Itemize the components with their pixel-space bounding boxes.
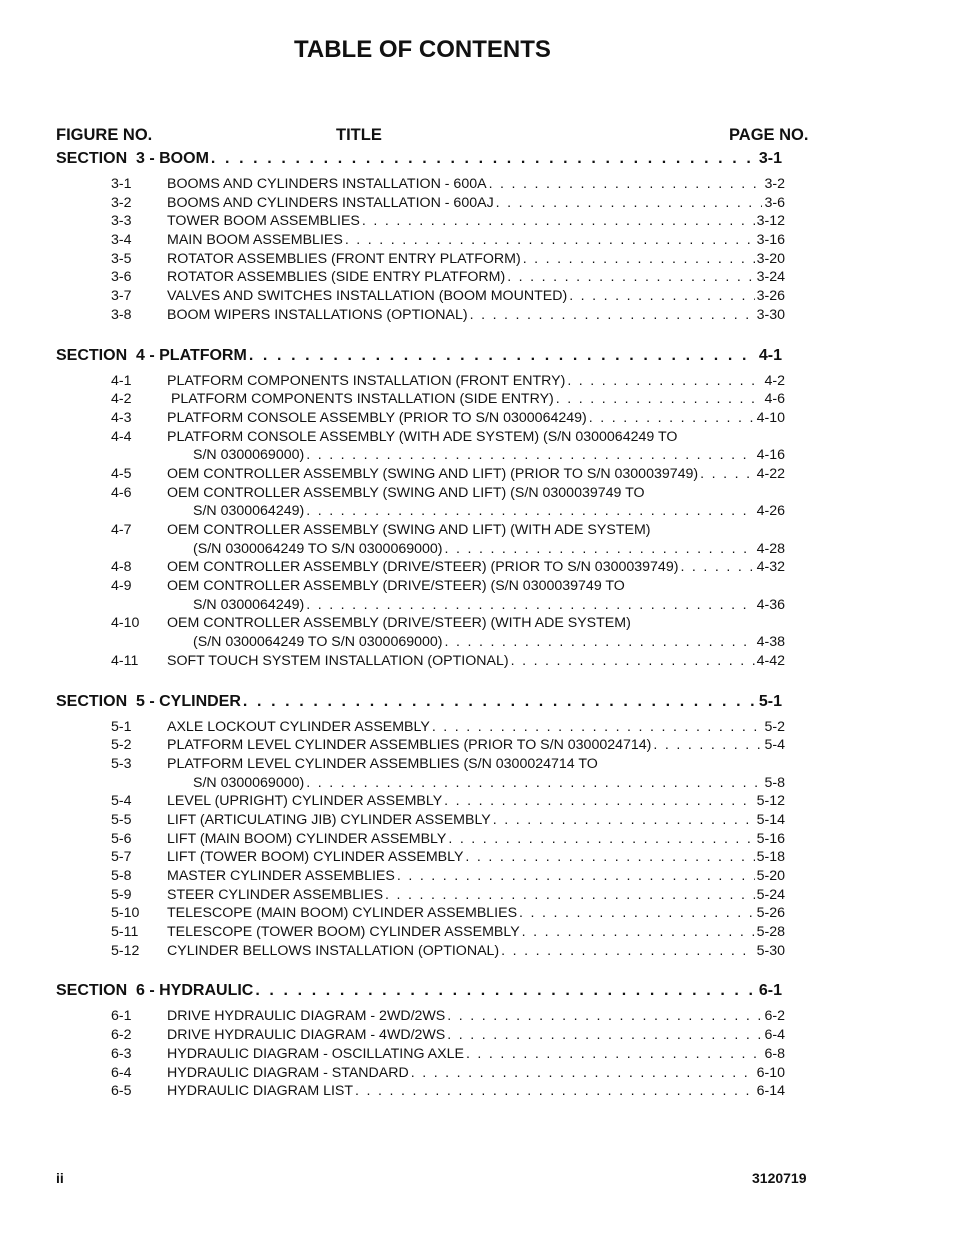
- dot-leader: [243, 693, 757, 711]
- figure-title: BOOM WIPERS INSTALLATIONS (OPTIONAL): [167, 306, 468, 323]
- figure-page-number: 3-2: [764, 176, 785, 192]
- figure-title: MASTER CYLINDER ASSEMBLIES: [167, 868, 395, 884]
- figure-page-number: 5-14: [756, 811, 785, 828]
- toc-entry[interactable]: [0, 410, 954, 429]
- toc-entry[interactable]: [0, 905, 954, 924]
- figure-title: OEM CONTROLLER ASSEMBLY (SWING AND LIFT) (S/N 0300039749 TO: [167, 484, 645, 501]
- toc-entry[interactable]: [0, 719, 954, 738]
- figure-number: 5-2: [111, 737, 132, 754]
- figure-number: 4-5: [111, 465, 132, 482]
- footer-page-label: ii: [56, 1170, 64, 1186]
- figure-number: 5-3: [111, 755, 132, 772]
- dot-leader: [523, 251, 755, 267]
- dot-leader: [470, 307, 755, 323]
- figure-title: ROTATOR ASSEMBLIES (SIDE ENTRY PLATFORM): [167, 269, 506, 286]
- toc-entry[interactable]: [0, 288, 954, 307]
- toc-entry[interactable]: [0, 485, 954, 522]
- section-heading[interactable]: [56, 693, 782, 715]
- toc-entry[interactable]: [0, 831, 954, 850]
- dot-leader: [493, 812, 755, 828]
- figure-number: 6-5: [111, 1083, 132, 1100]
- section-heading[interactable]: [56, 982, 782, 1004]
- toc-entry[interactable]: [0, 1008, 954, 1027]
- figure-title: S/N 0300064249): [193, 596, 305, 613]
- dot-leader: [306, 775, 762, 791]
- toc-entry[interactable]: [0, 615, 954, 652]
- figure-page-number: 3-6: [764, 194, 785, 211]
- figure-page-number: 6-2: [764, 1008, 785, 1025]
- section-page-number: 3-1: [758, 150, 782, 167]
- figure-number: 4-4: [111, 428, 132, 445]
- toc-entry[interactable]: [0, 887, 954, 906]
- figure-number: 5-12: [111, 942, 140, 959]
- dot-leader: [306, 597, 754, 613]
- toc-entry[interactable]: [0, 1027, 954, 1046]
- figure-number: 4-8: [111, 559, 132, 576]
- figure-number: 3-4: [111, 232, 132, 249]
- figure-title: (S/N 0300064249 TO S/N 0300069000): [193, 634, 443, 651]
- dot-leader: [249, 347, 757, 365]
- toc-entry[interactable]: [0, 943, 954, 962]
- figure-number: 4-10: [111, 615, 140, 632]
- figure-title: BOOMS AND CYLINDERS INSTALLATION - 600AJ: [167, 194, 494, 211]
- figure-page-number: 6-8: [764, 1045, 785, 1062]
- figure-number: 4-6: [111, 484, 132, 501]
- page-no-header: PAGE NO.: [729, 126, 809, 144]
- figure-page-number: 3-12: [756, 213, 785, 230]
- figure-title: DRIVE HYDRAULIC DIAGRAM - 4WD/2WS: [167, 1027, 446, 1044]
- figure-page-number: 5-8: [764, 774, 785, 791]
- figure-page-number: 3-24: [756, 269, 785, 286]
- figure-title: HYDRAULIC DIAGRAM LIST: [167, 1083, 354, 1100]
- dot-leader: [445, 541, 755, 557]
- figure-page-number: 4-38: [756, 634, 785, 651]
- figure-number: 5-4: [111, 793, 132, 810]
- toc-entry[interactable]: [0, 466, 954, 485]
- dot-leader: [501, 943, 754, 959]
- figure-number: 4-11: [111, 652, 139, 669]
- toc-section: [0, 150, 954, 326]
- figure-title: LIFT (ARTICULATING JIB) CYLINDER ASSEMBLY: [167, 811, 491, 828]
- figure-number: 6-3: [111, 1045, 132, 1062]
- figure-page-number: 3-20: [756, 250, 785, 267]
- figure-number: 4-7: [111, 522, 132, 538]
- toc-entry[interactable]: [0, 559, 954, 578]
- section-heading[interactable]: [56, 347, 782, 369]
- dot-leader: [589, 410, 755, 426]
- figure-number: 4-3: [111, 409, 132, 426]
- title-header: TITLE: [336, 126, 382, 144]
- dot-leader: [444, 793, 754, 809]
- figure-number: 4-2: [111, 391, 132, 408]
- toc-entry[interactable]: [0, 578, 954, 615]
- figure-title: PLATFORM COMPONENTS INSTALLATION (SIDE ENTRY): [167, 391, 554, 408]
- figure-number: 3-5: [111, 250, 132, 267]
- figure-number: 3-6: [111, 269, 132, 286]
- figure-number: 5-1: [111, 718, 132, 735]
- figure-page-number: 4-42: [756, 652, 785, 669]
- figure-no-header: FIGURE NO.: [56, 126, 153, 144]
- figure-page-number: 6-14: [756, 1083, 785, 1100]
- figure-title: PLATFORM COMPONENTS INSTALLATION (FRONT ENTRY): [167, 372, 566, 389]
- figure-title: PLATFORM CONSOLE ASSEMBLY (WITH ADE SYSTEM) (S/N 0300064249 TO: [167, 428, 678, 445]
- dot-leader: [680, 559, 754, 575]
- toc-entry[interactable]: [0, 269, 954, 288]
- figure-page-number: 3-26: [756, 288, 785, 305]
- figure-page-number: 5-4: [764, 737, 785, 754]
- dot-leader: [411, 1065, 755, 1081]
- figure-number: 5-7: [111, 849, 132, 866]
- figure-number: 6-1: [111, 1008, 132, 1025]
- dot-leader: [362, 213, 755, 229]
- toc-entry[interactable]: [0, 391, 954, 410]
- figure-title: SOFT TOUCH SYSTEM INSTALLATION (OPTIONAL): [167, 652, 509, 669]
- section-title: SECTION 6 - HYDRAULIC: [56, 982, 254, 1000]
- toc-entry[interactable]: [0, 653, 954, 672]
- figure-page-number: 4-10: [756, 409, 785, 426]
- figure-number: 3-7: [111, 288, 132, 305]
- toc-entry[interactable]: [0, 251, 954, 270]
- toc-entry[interactable]: [0, 756, 954, 793]
- dot-leader: [447, 1008, 762, 1024]
- figure-title: OEM CONTROLLER ASSEMBLY (DRIVE/STEER) (WITH ADE SYSTEM): [167, 615, 631, 632]
- dot-leader: [432, 719, 763, 735]
- dot-leader: [653, 737, 762, 753]
- figure-page-number: 3-30: [756, 306, 785, 323]
- dot-leader: [255, 982, 757, 1000]
- dot-leader: [700, 466, 754, 482]
- dot-leader: [496, 195, 763, 211]
- figure-number: 5-9: [111, 886, 132, 903]
- dot-leader: [385, 887, 755, 903]
- figure-title: HYDRAULIC DIAGRAM - STANDARD: [167, 1064, 409, 1081]
- dot-leader: [556, 391, 763, 407]
- section-title: SECTION 3 - BOOM: [56, 150, 209, 167]
- figure-number: 6-4: [111, 1064, 132, 1081]
- toc-section: [0, 347, 954, 672]
- figure-number: 3-8: [111, 306, 132, 323]
- figure-page-number: 4-32: [756, 559, 785, 576]
- toc-entry[interactable]: [0, 793, 954, 812]
- figure-page-number: 5-12: [756, 793, 785, 810]
- dot-leader: [306, 447, 754, 463]
- toc-entry[interactable]: [0, 429, 954, 466]
- figure-title: TELESCOPE (TOWER BOOM) CYLINDER ASSEMBLY: [167, 924, 520, 941]
- figure-title: OEM CONTROLLER ASSEMBLY (DRIVE/STEER) (S/N 0300039749 TO: [167, 578, 625, 595]
- figure-title: LIFT (MAIN BOOM) CYLINDER ASSEMBLY: [167, 830, 447, 847]
- figure-number: 4-9: [111, 578, 132, 595]
- figure-title: BOOMS AND CYLINDERS INSTALLATION - 600A: [167, 176, 487, 192]
- figure-page-number: 5-26: [756, 905, 785, 922]
- figure-page-number: 5-18: [756, 849, 785, 866]
- figure-title: S/N 0300069000): [193, 774, 305, 791]
- dot-leader: [448, 831, 754, 847]
- figure-page-number: 4-26: [756, 503, 785, 520]
- figure-page-number: 5-20: [756, 868, 785, 884]
- toc-section: [0, 693, 954, 962]
- figure-title: S/N 0300069000): [193, 447, 305, 464]
- figure-title: CYLINDER BELLOWS INSTALLATION (OPTIONAL): [167, 942, 500, 959]
- figure-page-number: 5-16: [756, 830, 785, 847]
- figure-page-number: 4-36: [756, 596, 785, 613]
- figure-number: 4-1: [111, 372, 132, 389]
- dot-leader: [569, 288, 754, 304]
- figure-number: 3-3: [111, 213, 132, 230]
- toc-entry[interactable]: [0, 307, 954, 326]
- figure-page-number: 4-22: [756, 465, 785, 482]
- figure-title: STEER CYLINDER ASSEMBLIES: [167, 886, 384, 903]
- figure-page-number: 3-16: [756, 232, 785, 249]
- toc-entry[interactable]: [0, 232, 954, 251]
- toc-list: [0, 150, 954, 1123]
- dot-leader: [567, 373, 762, 389]
- figure-number: 5-8: [111, 868, 132, 884]
- dot-leader: [519, 905, 755, 921]
- section-page-number: 4-1: [758, 346, 782, 364]
- figure-title: S/N 0300064249): [193, 503, 305, 520]
- figure-title: LIFT (TOWER BOOM) CYLINDER ASSEMBLY: [167, 849, 464, 866]
- toc-entry[interactable]: [0, 522, 954, 559]
- toc-entry[interactable]: [0, 1046, 954, 1065]
- toc-entry[interactable]: [0, 213, 954, 232]
- figure-number: 6-2: [111, 1027, 132, 1044]
- dot-leader: [489, 176, 763, 192]
- figure-page-number: 4-28: [756, 540, 785, 557]
- figure-page-number: 6-4: [764, 1027, 785, 1044]
- figure-title: TELESCOPE (MAIN BOOM) CYLINDER ASSEMBLIES: [167, 905, 518, 922]
- figure-title: HYDRAULIC DIAGRAM - OSCILLATING AXLE: [167, 1045, 464, 1062]
- figure-page-number: 4-2: [764, 372, 785, 389]
- toc-entry[interactable]: [0, 737, 954, 756]
- figure-number: 5-10: [111, 905, 140, 922]
- dot-leader: [466, 1046, 763, 1062]
- figure-title: PLATFORM LEVEL CYLINDER ASSEMBLIES (PRIOR TO S/N 0300024714): [167, 737, 652, 754]
- dot-leader: [447, 1027, 762, 1043]
- section-heading[interactable]: [56, 150, 782, 172]
- toc-entry[interactable]: [0, 868, 954, 887]
- figure-title: MAIN BOOM ASSEMBLIES: [167, 232, 343, 249]
- figure-title: DRIVE HYDRAULIC DIAGRAM - 2WD/2WS: [167, 1008, 446, 1025]
- figure-page-number: 5-2: [764, 718, 785, 735]
- column-headers: [0, 126, 954, 146]
- figure-title: AXLE LOCKOUT CYLINDER ASSEMBLY: [167, 718, 430, 735]
- toc-entry[interactable]: [0, 176, 954, 195]
- figure-page-number: 4-16: [756, 447, 785, 464]
- figure-title: LEVEL (UPRIGHT) CYLINDER ASSEMBLY: [167, 793, 443, 810]
- footer-doc-number: 3120719: [752, 1170, 807, 1186]
- section-page-number: 6-1: [758, 982, 782, 1000]
- toc-entry[interactable]: [0, 924, 954, 943]
- figure-page-number: 6-10: [756, 1064, 785, 1081]
- figure-title: PLATFORM CONSOLE ASSEMBLY (PRIOR TO S/N 0300064249): [167, 409, 587, 426]
- dot-leader: [306, 503, 754, 519]
- figure-title: (S/N 0300064249 TO S/N 0300069000): [193, 540, 443, 557]
- toc-entry[interactable]: [0, 1083, 954, 1102]
- figure-title: PLATFORM LEVEL CYLINDER ASSEMBLIES (S/N 0300024714 TO: [167, 755, 598, 772]
- toc-entry[interactable]: [0, 849, 954, 868]
- section-title: SECTION 5 - CYLINDER: [56, 692, 241, 710]
- figure-title: ROTATOR ASSEMBLIES (FRONT ENTRY PLATFORM): [167, 250, 521, 267]
- toc-entry[interactable]: [0, 195, 954, 214]
- figure-page-number: 5-28: [756, 924, 785, 941]
- toc-entry[interactable]: [0, 1065, 954, 1084]
- dot-leader: [465, 849, 754, 865]
- dot-leader: [445, 634, 755, 650]
- figure-page-number: 5-30: [756, 942, 785, 959]
- figure-number: 3-1: [111, 176, 132, 192]
- figure-page-number: 5-24: [756, 886, 785, 903]
- figure-number: 3-2: [111, 194, 132, 211]
- dot-leader: [211, 150, 757, 168]
- dot-leader: [345, 232, 755, 248]
- figure-title: TOWER BOOM ASSEMBLIES: [167, 213, 360, 230]
- section-page-number: 5-1: [758, 692, 782, 710]
- dot-leader: [397, 868, 755, 884]
- figure-number: 5-11: [111, 924, 139, 941]
- figure-title: VALVES AND SWITCHES INSTALLATION (BOOM MOUNTED): [167, 288, 568, 305]
- dot-leader: [511, 653, 755, 669]
- toc-section: [0, 982, 954, 1101]
- figure-page-number: 4-6: [764, 391, 785, 408]
- toc-entry[interactable]: [0, 373, 954, 392]
- page-title: TABLE OF CONTENTS: [294, 36, 551, 63]
- dot-leader: [355, 1083, 755, 1099]
- section-title: SECTION 4 - PLATFORM: [56, 346, 247, 364]
- figure-title: OEM CONTROLLER ASSEMBLY (DRIVE/STEER) (PRIOR TO S/N 0300039749): [167, 559, 679, 576]
- dot-leader: [522, 924, 755, 940]
- figure-title: OEM CONTROLLER ASSEMBLY (SWING AND LIFT) (PRIOR TO S/N 0300039749): [167, 465, 699, 482]
- figure-number: 5-6: [111, 830, 132, 847]
- figure-title: OEM CONTROLLER ASSEMBLY (SWING AND LIFT) (WITH ADE SYSTEM): [167, 522, 651, 538]
- toc-entry[interactable]: [0, 812, 954, 831]
- dot-leader: [507, 269, 754, 285]
- figure-number: 5-5: [111, 811, 132, 828]
